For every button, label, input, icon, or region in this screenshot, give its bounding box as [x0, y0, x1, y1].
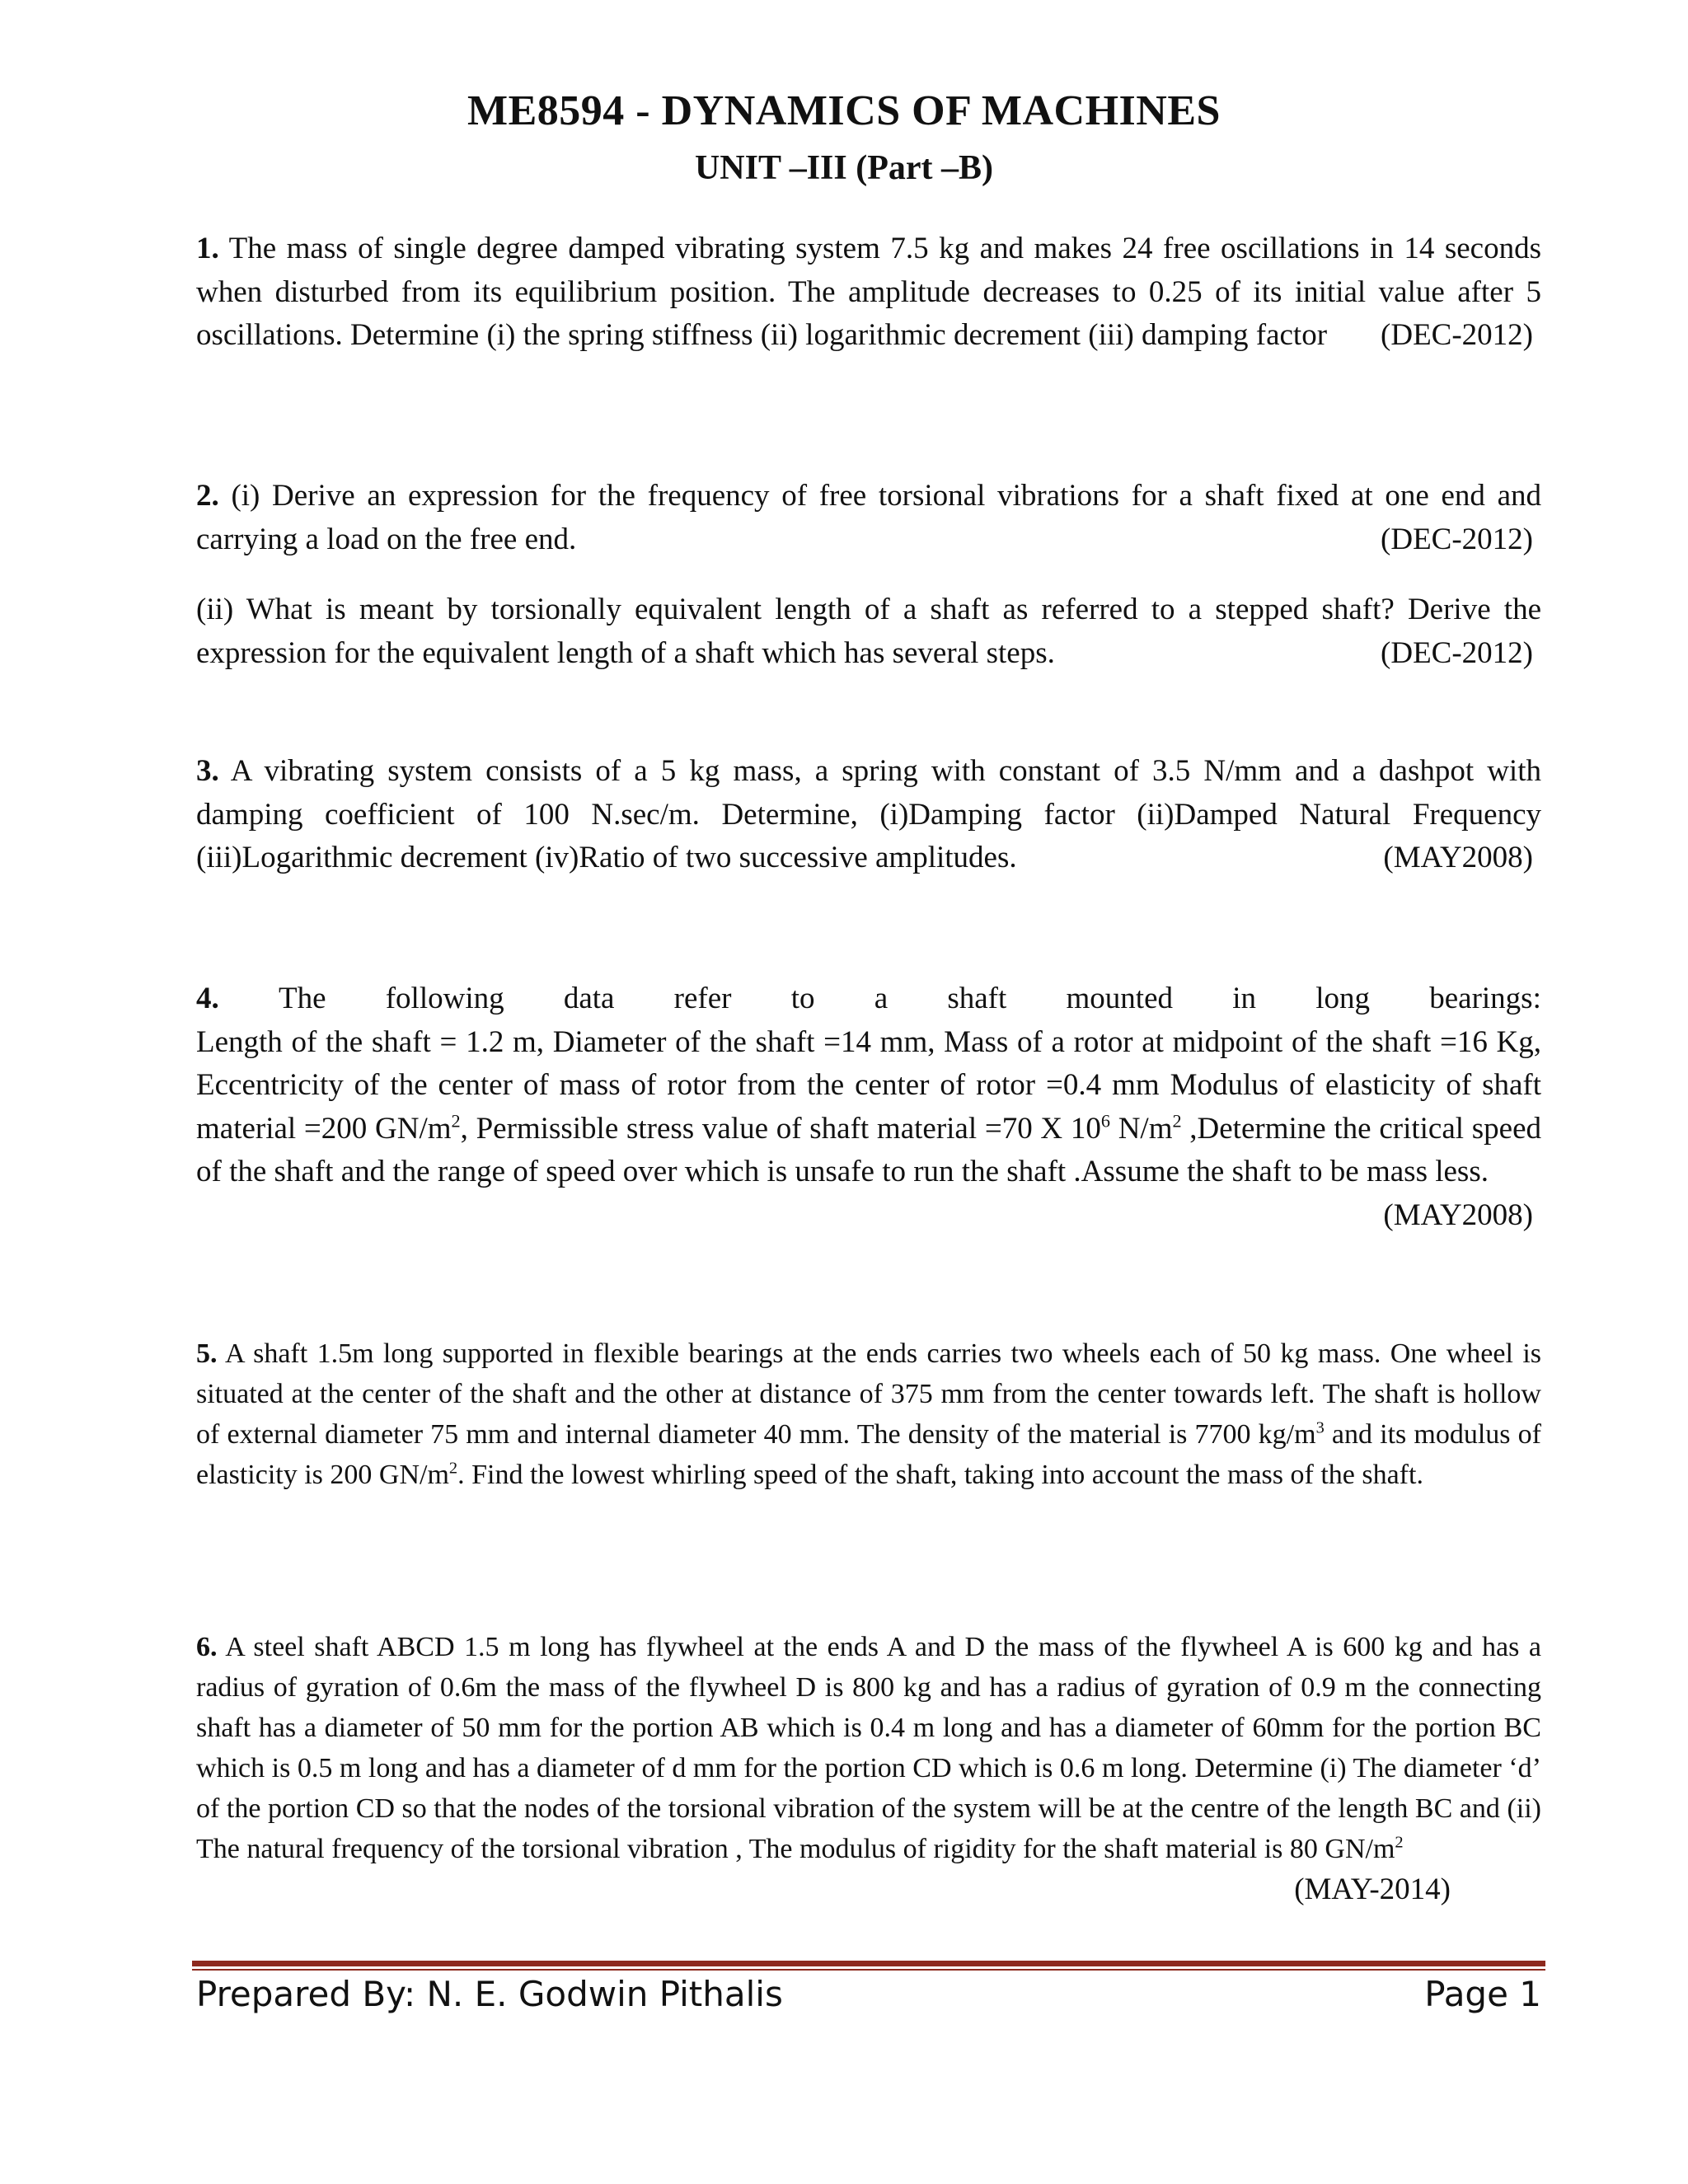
question-text: ,Determine the critical speed of the shaft and the range of speed over which is unsafe to run the shaft .Assume the shaft to be mass less.: [196, 1111, 1541, 1188]
lead-word: shaft: [947, 982, 1007, 1015]
question-2-part-1: [196, 475, 1541, 561]
footer-page-number: Page 1: [1424, 1974, 1541, 2014]
question-text: Length of the shaft = 1.2 m, Diameter of the shaft =14 mm, Mass of a rotor at midpoint of the shaft =16 Kg, Eccentricity of the center of mass of rotor from the center of rotor =0.4 mm Modulus of elasticity of shaft material =200 GN/m: [196, 1024, 1541, 1146]
question-number: 3.: [196, 754, 219, 788]
question-text: and its modulus of elasticity is 200 GN/m: [196, 1419, 1541, 1490]
document-subtitle: UNIT –III (Part –B): [694, 149, 994, 187]
lead-word: long: [1315, 982, 1370, 1015]
question-text: A vibrating system consists of a 5 kg mass, a spring with constant of 3.5 N/mm and a dashpot with damping coefficient of 100 N.sec/m. Determine, (i)Damping factor (ii)Damped Natural Frequency (iii)Logarithmic decrement (iv)Ratio of two successive amplitudes.: [196, 754, 1541, 874]
superscript: 2: [1395, 1833, 1404, 1852]
superscript: 2: [1172, 1110, 1182, 1132]
exam-reference: (DEC-2012): [1381, 522, 1533, 556]
superscript: 3: [1315, 1418, 1325, 1437]
question-number: 5.: [196, 1338, 218, 1369]
question-text: A steel shaft ABCD 1.5 m long has flywheel at the ends A and D the mass of the flywheel A is 600 kg and has a radius of gyration of 0.6m the mass of the flywheel D is 800 kg and has a radius of gyration of 0.9 m the connecting shaft has a diameter of 50 mm for the portion AB which is 0.4 m long and has a diameter of 60mm for the portion BC which is 0.5 m long and has a diameter of d mm for the portion CD which is 0.6 m long. Determine (i) The diameter ‘d’ of the portion CD so that the nodes of the torsional vibration of the system will be at the centre of the length BC and (ii) The natural frequency of the torsional vibration , The modulus of rigidity for the shaft material is 80 GN/m: [196, 1632, 1542, 1864]
question-number: 6.: [196, 1632, 218, 1662]
question-number: 2.: [196, 479, 219, 513]
footer-rule-thick: [192, 1961, 1545, 1966]
superscript: 2: [451, 1110, 461, 1132]
lead-word: data: [563, 982, 615, 1015]
question-text: (i) Derive an expression for the frequency of free torsional vibrations for a shaft fixed at one end and carrying a load on the free end.: [196, 479, 1541, 556]
question-text: N/m: [1109, 1111, 1173, 1146]
exam-reference: (MAY-2014): [1294, 1872, 1451, 1906]
exam-reference: (MAY2008): [1383, 841, 1533, 874]
question-body: [196, 1021, 1541, 1232]
question-number: 4.: [196, 982, 219, 1015]
footer-prepared-by: Prepared By: N. E. Godwin Pithalis: [196, 1974, 783, 2014]
question-5: [196, 1333, 1541, 1495]
exam-reference: (DEC-2012): [1381, 635, 1533, 670]
question-3: [196, 750, 1541, 880]
question-text: (ii) What is meant by torsionally equivalent length of a shaft as referred to a stepped shaft? Derive the expression for the equivalent length of a shaft which has several steps.: [196, 593, 1541, 670]
superscript: 2: [448, 1459, 458, 1478]
question-4: [196, 977, 1541, 1237]
question-2-part-2: [196, 588, 1541, 675]
question-6: [196, 1627, 1541, 1910]
lead-word: following: [385, 982, 504, 1015]
footer-rule-thin: [192, 1969, 1545, 1971]
exam-reference: (MAY2008): [1383, 1197, 1533, 1232]
question-text: A shaft 1.5m long supported in flexible bearings at the ends carries two wheels each of 50 kg mass. One wheel is situated at the center of the shaft and the other at distance of 375 mm from the center towards left. The shaft is hollow of external diameter 75 mm and internal diameter 40 mm. The density of the material is 7700 kg/m: [196, 1338, 1542, 1450]
document-title: ME8594 - DYNAMICS OF MACHINES: [467, 87, 1221, 134]
lead-word: bearings:: [1429, 982, 1541, 1015]
lead-word: to: [790, 982, 815, 1015]
exam-reference: (DEC-2012): [1381, 318, 1533, 352]
question-text: The mass of single degree damped vibrating system 7.5 kg and makes 24 free oscillations in 14 seconds when disturbed from its equilibrium position. The amplitude decreases to 0.25 of its initial value after 5 oscillations. Determine (i) the spring stiffness (ii) logarithmic decrement (iii) damping factor: [196, 232, 1541, 352]
question-text: . Find the lowest whirling speed of the shaft, taking into account the mass of the shaft.: [457, 1460, 1423, 1490]
question-text: , Permissible stress value of shaft material =70 X 10: [460, 1111, 1101, 1146]
lead-word: mounted: [1066, 982, 1173, 1015]
question-1: [196, 227, 1541, 358]
lead-word: refer: [673, 982, 732, 1015]
lead-word: a: [874, 982, 889, 1015]
question-lead-line: [196, 977, 1541, 1021]
lead-word: The: [278, 982, 326, 1015]
question-number: 1.: [196, 232, 219, 265]
superscript: 6: [1100, 1110, 1110, 1132]
lead-word: in: [1232, 982, 1256, 1015]
